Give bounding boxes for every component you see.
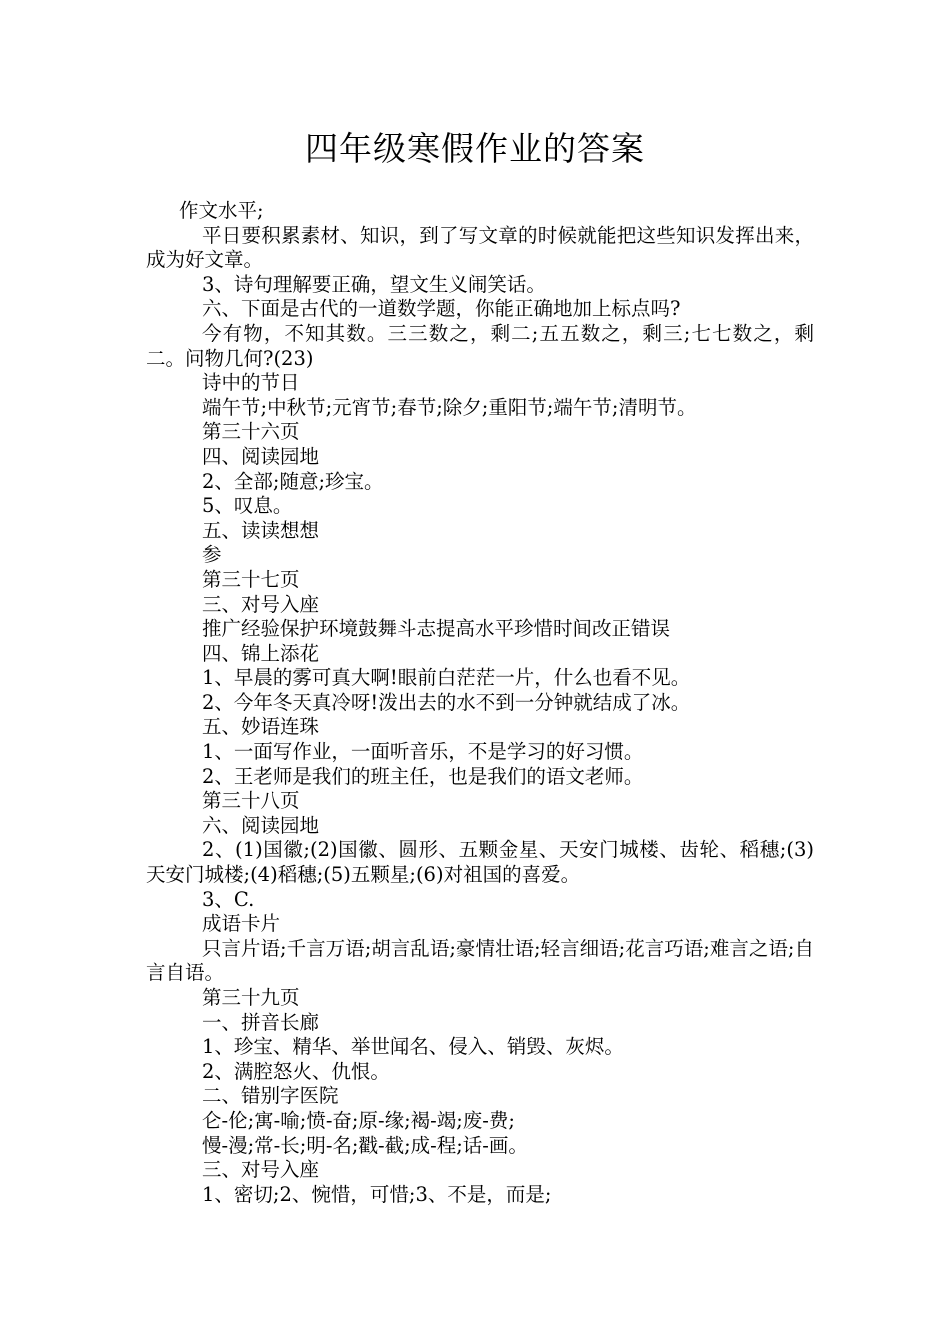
- paragraph: 2、全部;随意;珍宝。: [202, 469, 384, 493]
- paragraph: 仑-伦;寓-喻;愤-奋;原-缘;褐-竭;废-费;: [202, 1108, 515, 1132]
- paragraph: 成语卡片: [202, 912, 281, 936]
- paragraph: 只言片语;千言万语;胡言乱语;豪情壮语;轻言细语;花言巧语;难言之语;自言自语。: [146, 936, 814, 985]
- paragraph: 五、读读想想: [202, 518, 320, 542]
- paragraph: 参: [202, 543, 222, 567]
- paragraph: 1、早晨的雾可真大啊!眼前白茫茫一片，什么也看不见。: [202, 666, 691, 690]
- paragraph: 六、下面是古代的一道数学题，你能正确地加上标点吗?: [202, 297, 681, 321]
- paragraph: 第三十七页: [202, 567, 300, 591]
- paragraph: 推广经验保护环境鼓舞斗志提高水平珍惜时间改正错误: [202, 617, 671, 641]
- paragraph: 六、阅读园地: [202, 813, 320, 837]
- paragraph: 2、王老师是我们的班主任，也是我们的语文老师。: [202, 764, 644, 788]
- paragraph: 作文水平;: [179, 199, 264, 222]
- paragraph: 3、诗句理解要正确，望文生义闹笑话。: [202, 272, 546, 296]
- paragraph: 今有物，不知其数。三三数之，剩二;五五数之，剩三;七七数之，剩二。问物几何?(23): [146, 321, 814, 370]
- paragraph: 第三十八页: [202, 789, 300, 813]
- paragraph: 第三十六页: [202, 420, 300, 444]
- paragraph: 平日要积累素材、知识，到了写文章的时候就能把这些知识发挥出来，成为好文章。: [146, 223, 814, 272]
- document-title: 四年级寒假作业的答案: [305, 129, 645, 168]
- paragraph: 五、妙语连珠: [202, 715, 320, 739]
- paragraph: 诗中的节日: [202, 371, 300, 395]
- paragraph: 二、错别字医院: [202, 1084, 339, 1108]
- paragraph: 2、满腔怒火、仇恨。: [202, 1059, 390, 1083]
- paragraph: 慢-漫;常-长;明-名;戳-截;成-程;话-画。: [202, 1133, 528, 1157]
- paragraph: 1、密切;2、惋惜，可惜;3、不是，而是;: [202, 1182, 552, 1206]
- paragraph: 一、拼音长廊: [202, 1010, 320, 1034]
- paragraph: 三、对号入座: [202, 1158, 320, 1182]
- paragraph: 四、阅读园地: [202, 444, 320, 468]
- paragraph: 1、珍宝、精华、举世闻名、侵入、销毁、灰烬。: [202, 1035, 624, 1059]
- paragraph: 端午节;中秋节;元宵节;春节;除夕;重阳节;端午节;清明节。: [202, 395, 697, 419]
- paragraph: 1、一面写作业，一面听音乐，不是学习的好习惯。: [202, 740, 644, 764]
- document-body: [146, 199, 814, 1207]
- paragraph: 2、(1)国徽;(2)国徽、圆形、五颗金星、天安门城楼、齿轮、稻穗;(3)天安门城楼;(4)稻穗;(5)五颗星;(6)对祖国的喜爱。: [146, 838, 814, 887]
- paragraph: 第三十九页: [202, 986, 300, 1009]
- paragraph: 2、今年冬天真冷呀!泼出去的水不到一分钟就结成了冰。: [202, 690, 691, 714]
- paragraph: 5、叹息。: [202, 494, 293, 518]
- paragraph: 三、对号入座: [202, 592, 320, 616]
- paragraph: 3、C.: [202, 887, 255, 911]
- paragraph: 四、锦上添花: [202, 641, 320, 665]
